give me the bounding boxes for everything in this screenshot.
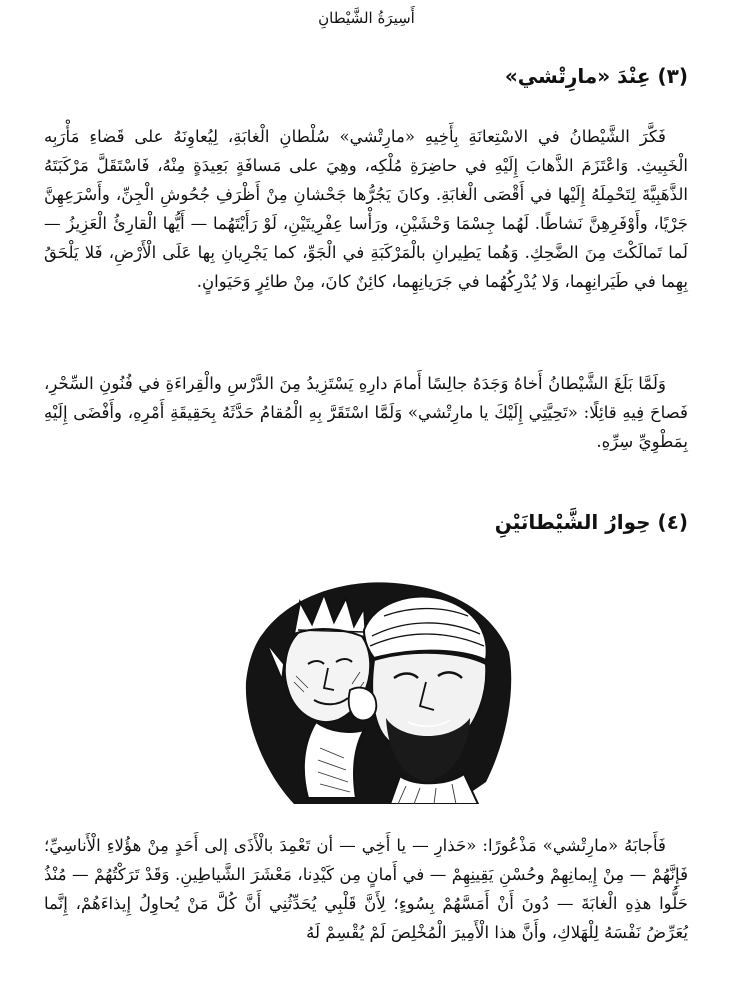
two-devils-illustration (224, 572, 516, 804)
section-3-paragraph-1: فَكَّرَ الشَّيْطانُ في الاسْتِعانَةِ بِأَخِيهِ «مارِتْشي» سُلْطانِ الْغابَةِ، لِيُعاوِنَهُ على قَضاءِ مَأْرَبِه الْخَبِيثِ. وَاعْتَزَمَ الذَّهابَ إِلَيْهِ في حاضِرَةِ مُلْكِه، وهِيَ على مَسافَةٍ بَعِيدَةٍ مِنْهُ، فَاسْتَقَلَّ مَرْكَبَتَهُ الذَّهَبِيَّةَ لِتَحْمِلَهُ إِلَيْها في أَقْصَى الْغابَةِ. وكانَ يَجُرُّها جَحْشانِ مِنْ أَظْرَفِ جُحُوشِ الْجِنِّ، وأَسْرَعِهِنَّ جَرْيًا، وأَوْفَرِهِنَّ نَشاطًا. لَهُما جِسْمَا وَحْشَيْنِ، ورَأْسا عِفْرِيتَيْنِ، لَوْ رَأَيْتَهُما — أَيُّها الْقارِئُ الْعَزِيزُ — لَما تَمالَكْتَ مِنَ الضَّحِكِ. وَهُما يَطِيرانِ بالْمَرْكَبَةِ في الْجَوِّ، كما يَجْرِيانِ بِها عَلَى الْأَرْضِ، فَلا يَلْحَقُ بِهِما في طَيَرانِهِما، وَلا يُدْرِكُهُما في جَرَيانِهِما، كائِنٌ كانَ، مِنْ طائِرٍ وَحَيَوانٍ. (44, 127, 688, 291)
section-3-paragraph-2: وَلَمَّا بَلَغَ الشَّيْطانُ أَخاهُ وَجَدَهُ جالِسًا أَمامَ دارِهِ يَسْتَزِيدُ مِنَ الدَّرْسِ والْقِراءَةِ في فُنُونِ السِّحْرِ، فَصاحَ فِيهِ قائِلًا: «تَحِيَّتِي إِلَيْكَ يا مارِتْشي» وَلَمَّا اسْتَقَرَّ بِهِ الْمُقامُ حَدَّثَهُ بِحَقِيقَةِ أَمْرِهِ، وأَفْضَى إِلَيْهِ بِمَطْوِيِّ سِرِّهِ. (44, 374, 688, 451)
section-4-heading: (٤) حِوارُ الشَّيْطانَيْنِ (494, 510, 688, 534)
section-3-heading: (٣) عِنْدَ «مارِتْشي» (504, 64, 688, 88)
section-4-paragraph-1: فَأَجابَهُ «مارِتْشي» مَذْعُورًا: «حَذارِ — يا أَخِي — أن تَعْمِدَ بالْأَذَى إلى أَحَدٍ مِنْ هؤُلاءِ الْأَناسِيِّ؛ فَإِنَّهُمْ — مِنْ إِيمانِهِمْ وحُسْنِ يَقِينِهِمْ — في أَمانٍ مِن كَيْدِنا، مَعْشَرَ الشَّياطِينِ. وَقَدْ تَرَكْتُهُمْ — مُنْذُ حَلُّوا هذِهِ الْغابَةَ — دُونَ أَنْ أَمَسَّهُمْ بِسُوءٍ؛ لِأَنَّ قَلْبِي يُحَدِّثُنِي أَنَّ كُلَّ مَنْ يُحاوِلُ إِيذاءَهُمْ، إِنَّما يُعَرِّضُ نَفْسَهُ لِلْهَلاكِ، وأَنَّ هذا الْأَمِيرَ الْمُخْلِصَ لَمْ يُقْسِمْ لَهُ (44, 836, 688, 942)
running-head: أَسِيرَةُ الشَّيْطانِ (318, 9, 415, 27)
